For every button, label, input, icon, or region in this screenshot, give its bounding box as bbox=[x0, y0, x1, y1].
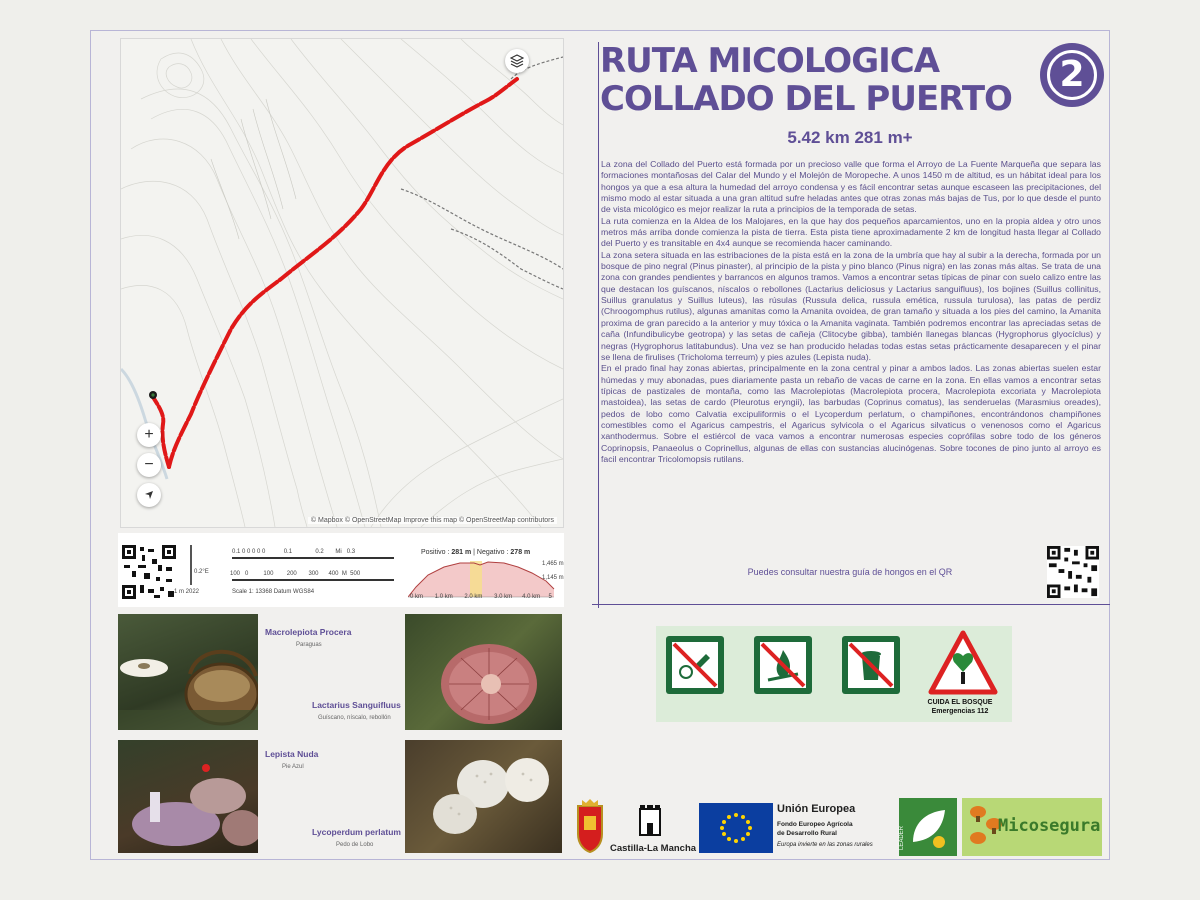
leader-logo: LEADER bbox=[899, 798, 957, 856]
castilla-la-mancha-label: Castilla-La Mancha bbox=[610, 843, 697, 854]
profile-top-elev: 1,465 m bbox=[542, 561, 564, 567]
castilla-la-mancha-logo-icon bbox=[636, 799, 664, 839]
micosegura-logo: Micosegura bbox=[962, 798, 1102, 856]
no-picking-plants-icon bbox=[666, 636, 724, 694]
locate-arrow-icon[interactable] bbox=[137, 483, 161, 507]
eu-fund-line2: de Desarrollo Rural bbox=[777, 830, 837, 837]
scale-bar-mi bbox=[232, 557, 394, 559]
eu-flag-icon bbox=[699, 803, 773, 853]
route-map[interactable] bbox=[120, 38, 564, 528]
eu-title: Unión Europea bbox=[777, 803, 856, 815]
north-label: 0.2°E bbox=[194, 569, 209, 575]
route-description: La zona del Collado del Puerto está formada por un precioso valle que forma el Arroyo de La Fuente Marqueña que separa las formaciones montañosas del Calar del Mundo y el Molejón de Moropeche. A unos 1450 m de altitud, es un hábitat ideal para los hongos ya que a esa altura la humedad del arroyo condensa y es fácil encontrar setas aunque escaseen las precipitaciones, del mismo modo al estar situada a una gran altitud sufre heladas antes que otras zonas más bajas de Tus, por lo que desde el punto de vista micológico es mejor realizar la ruta a principios de la temporada de setas. La ruta comienza en la Aldea de los Malojares, en la que hay dos pequeños aparcamientos, uno en la propia aldea y otro unos metros más arriba donde comienza la pista de tierra. Esta pista tiene aproximadamente 2 km de longitud hasta llegar al Collado del Puerto y es transitable en 4x4 aunque se recomienda hacer caminando. La zona setera situada en las estribaciones de la pista está en la zona de la umbría que hay al subir a la derecha, formada por un bosque de pino negral (Pinus pinaster), al principio de la pista y pino blanco (Pinus nigra) en las zonas más altas. Se trata de una zona con grandes pendientes y barrancos en algunos tramos. Vamos a encontrar setas típicas de pinar con suelo calizo entre las que destacan los guíscanos, níscalos o rebollones (Lactarius deliciosus y Lactarius sanguifluus), los bojines (Suillus collinitus, Suillus granulatus y Suillus luteus), las rúsulas (Russula delica, russula emética, russula turulosa), las patas de perdiz (Chroogomphus rutilus), algunas amanitas como la Amanita ovoidea, de gran tamaño y situada a los pies del camino, la Amanita proxima de gran parecido a la anterior y muy tóxica o la Amanita vaginata. También podremos encontrar las apreciadas setas de caña (Infundibulicybe geotropa) y las setas de cañeja (Clitocybe gibba), también llanegas blancas (Hygrophorus glyocíclus) y negras (Hygrophorus latitabundus). Una vez se han producido heladas todas estas setas prácticamente desaparecen y el pinar se llena de firulises (Tricholoma terreum) y pies azules (Lepista nuda). En el prado final hay zonas abiertas, principalmente en la zona central y pinar a ambos lados. Las zonas abiertas suelen estar húmedas y muy abonadas, pues diariamente pasta un rebaño de vacas de carne en la zona. En ellas vamos a encontrar setas típicas de pastizales de montaña, como las Macrolepiotas (Macrolepiota procera, Macrolepiota excoriata y Macrolepiota mastoidea), las setas de cardo (Pleurotus eryngii), las barbudas (Coprinus comatus), las senderuelas (Marasmius oreades), pedos de lobo como Calvatia excipuliformis o el Lycoperdum perlatum, o champiñones, encontrándonos champiñones comestibles como el Agaricus campestris, el Agaricus sylvicola o el Agaricus silvaticus o venenosos como el Agaricus xanthodermus. Sobre el estiércol de vaca vamos a encontrar numerosas especies coprófilas sobre todo de los géneros Coprinopsis, Panaeolus o Coprinellus, algunas de ellas con sustancias alucinógenas. Sobre tocones de pino junto al arroyo es facil encontrar Tricolomopsis rutilans. bbox=[601, 159, 1101, 464]
zoom-out-button[interactable]: − bbox=[137, 453, 161, 477]
no-fire-icon bbox=[754, 636, 812, 694]
zoom-in-button[interactable]: + bbox=[137, 423, 161, 447]
page-title: RUTA MICOLOGICA COLLADO DEL PUERTO bbox=[600, 41, 1012, 119]
divider-horizontal bbox=[592, 604, 1110, 605]
mushroom-common-3: Pie Azul bbox=[282, 764, 304, 770]
eu-fund-line1: Fondo Europeo Agrícola bbox=[777, 821, 853, 828]
photo-lepista bbox=[118, 740, 258, 853]
photo-lycoperdon bbox=[405, 740, 562, 853]
north-arrow bbox=[190, 545, 192, 585]
profile-gain: Positivo : 281 m | Negativo : 278 m bbox=[421, 549, 531, 556]
profile-x-ticks: 0 km 1.0 km 2.0 km 3.0 km 4.0 km 5 bbox=[410, 594, 552, 600]
divider-vertical bbox=[598, 42, 599, 608]
mushroom-name-3: Lepista Nuda bbox=[265, 749, 319, 759]
scale-bar-m bbox=[232, 579, 394, 581]
mushroom-name-2: Lactarius Sanguifluus bbox=[312, 700, 401, 710]
eu-fund-line3: Europa invierte en las zonas rurales bbox=[777, 842, 873, 848]
map-legend bbox=[118, 533, 564, 607]
map-credit: © Mapbox © OpenStreetMap Improve this map © OpenStreetMap contributors bbox=[308, 517, 557, 524]
municipal-coat-of-arms-icon bbox=[574, 798, 606, 854]
route-stats: 5.42 km 281 m+ bbox=[787, 128, 913, 147]
cuida-el-bosque: CUIDA EL BOSQUE Emergencias 112 bbox=[927, 699, 993, 715]
mushroom-common-1: Paraguas bbox=[296, 642, 322, 648]
scale-mi-ticks: 0.1 0 0 0 0 0 0.1 0.2 Mi 0.3 bbox=[232, 549, 356, 555]
mushroom-common-2: Guíscano, níscalo, rebollón bbox=[318, 715, 391, 721]
profile-bottom-elev: 1,145 m bbox=[542, 575, 564, 581]
layers-icon[interactable] bbox=[505, 49, 529, 73]
guide-qr-code-icon[interactable] bbox=[1047, 546, 1099, 598]
forest-warning-triangle-icon bbox=[928, 630, 998, 696]
scale-year: 1 m 2022 bbox=[174, 589, 200, 595]
qr-code-icon[interactable] bbox=[122, 545, 176, 599]
qr-note: Puedes consultar nuestra guía de hongos en el QR bbox=[747, 567, 953, 577]
scale-text: Scale 1: 13368 Datum WGS84 bbox=[232, 589, 315, 595]
photo-macrolepiota bbox=[118, 614, 258, 730]
mushroom-name-1: Macrolepiota Procera bbox=[265, 627, 352, 637]
mushroom-common-4: Pedo de Lobo bbox=[336, 842, 374, 848]
mushroom-name-4: Lycoperdum perlatum bbox=[312, 827, 401, 837]
scale-m-ticks: 100 0 100 200 300 400 M 500 bbox=[230, 571, 361, 577]
prohibitions-panel bbox=[656, 626, 1012, 722]
photo-lactarius bbox=[405, 614, 562, 730]
route-number-badge: 2 bbox=[1040, 43, 1104, 107]
map-canvas bbox=[121, 39, 563, 527]
no-littering-icon bbox=[842, 636, 900, 694]
